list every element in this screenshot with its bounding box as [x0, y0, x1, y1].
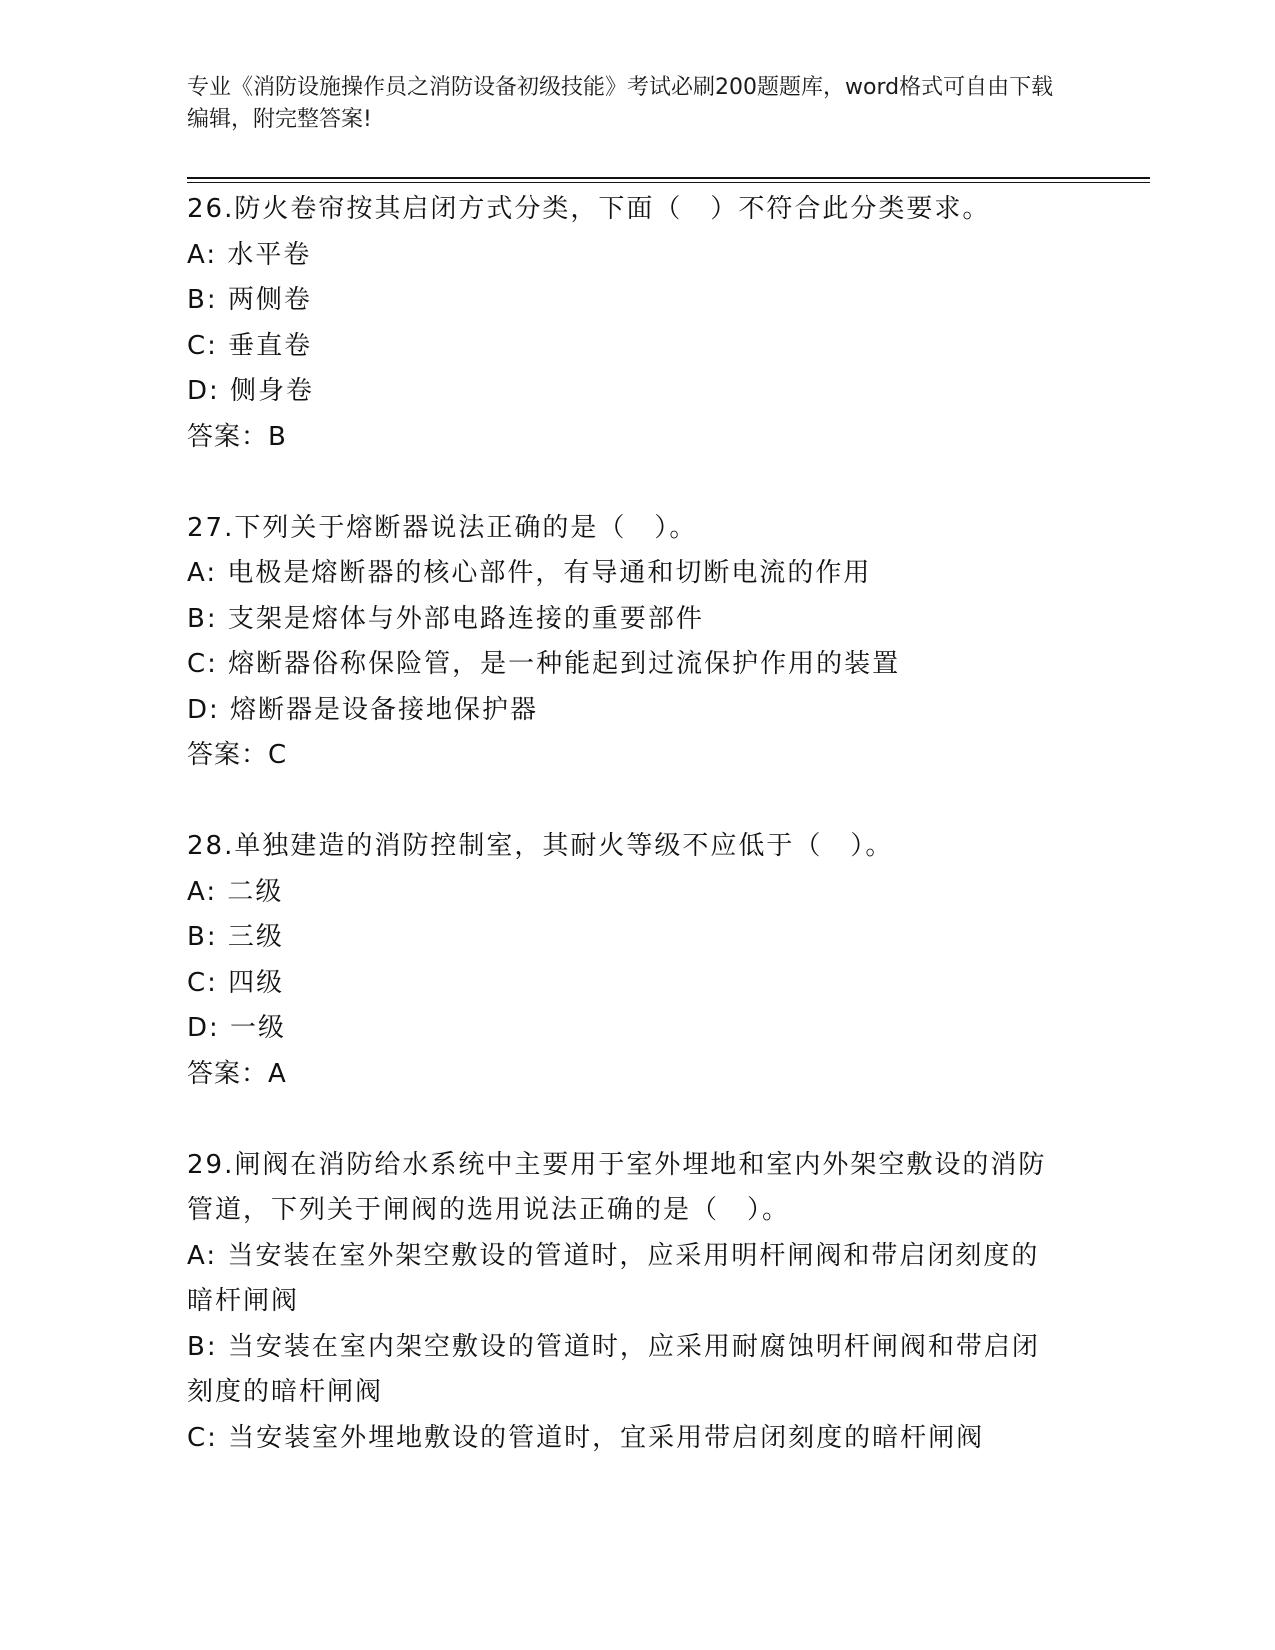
option-b: B: 三级	[187, 922, 284, 952]
answer-line: 答案：A	[187, 1058, 287, 1089]
question-stem: 26.防火卷帘按其启闭方式分类，下面（ ）不符合此分类要求。	[187, 194, 991, 224]
option-d: D: 侧身卷	[187, 376, 315, 406]
option-a: A: 水平卷	[187, 239, 312, 270]
option-b: B: 当安装在室内架空敷设的管道时，应采用耐腐蚀明杆闸阀和带启闭刻度的暗杆闸阀	[187, 1331, 1040, 1407]
question-26	[187, 187, 1067, 460]
option-c: C: 熔断器俗称保险管，是一种能起到过流保护作用的装置	[187, 649, 901, 679]
question-stem: 27.下列关于熔断器说法正确的是（ ）。	[187, 512, 698, 543]
option-d: D: 一级	[187, 1013, 287, 1043]
question-28	[187, 824, 1067, 1097]
question-stem: 28.单独建造的消防控制室，其耐火等级不应低于（ ）。	[187, 831, 894, 861]
option-b: B: 两侧卷	[187, 285, 312, 315]
question-27	[187, 506, 1067, 779]
question-list	[187, 187, 1067, 1507]
answer-line: 答案：C	[187, 740, 288, 770]
question-29	[187, 1143, 1067, 1462]
question-stem: 29.闸阀在消防给水系统中主要用于室外埋地和室内外架空敷设的消防管道，下列关于闸阀的选用说法正确的是（ ）。	[187, 1149, 1047, 1225]
answer-line: 答案：B	[187, 421, 287, 452]
option-c: C: 当安装室外埋地敷设的管道时，宜采用带启闭刻度的暗杆闸阀	[187, 1422, 985, 1453]
option-b: B: 支架是熔体与外部电路连接的重要部件	[187, 603, 704, 634]
option-a: A: 当安装在室外架空敷设的管道时，应采用明杆闸阀和带启闭刻度的暗杆闸阀	[187, 1240, 1040, 1316]
header-divider-thin	[187, 182, 1150, 183]
document-header: 专业《消防设施操作员之消防设备初级技能》考试必刷200题题库，word格式可自由下载编辑，附完整答案!	[187, 75, 1054, 132]
header-divider-thick	[187, 177, 1150, 179]
option-a: A: 电极是熔断器的核心部件，有导通和切断电流的作用	[187, 558, 872, 588]
option-c: C: 四级	[187, 967, 285, 998]
option-d: D: 熔断器是设备接地保护器	[187, 694, 539, 725]
option-a: A: 二级	[187, 876, 284, 907]
option-c: C: 垂直卷	[187, 330, 313, 361]
